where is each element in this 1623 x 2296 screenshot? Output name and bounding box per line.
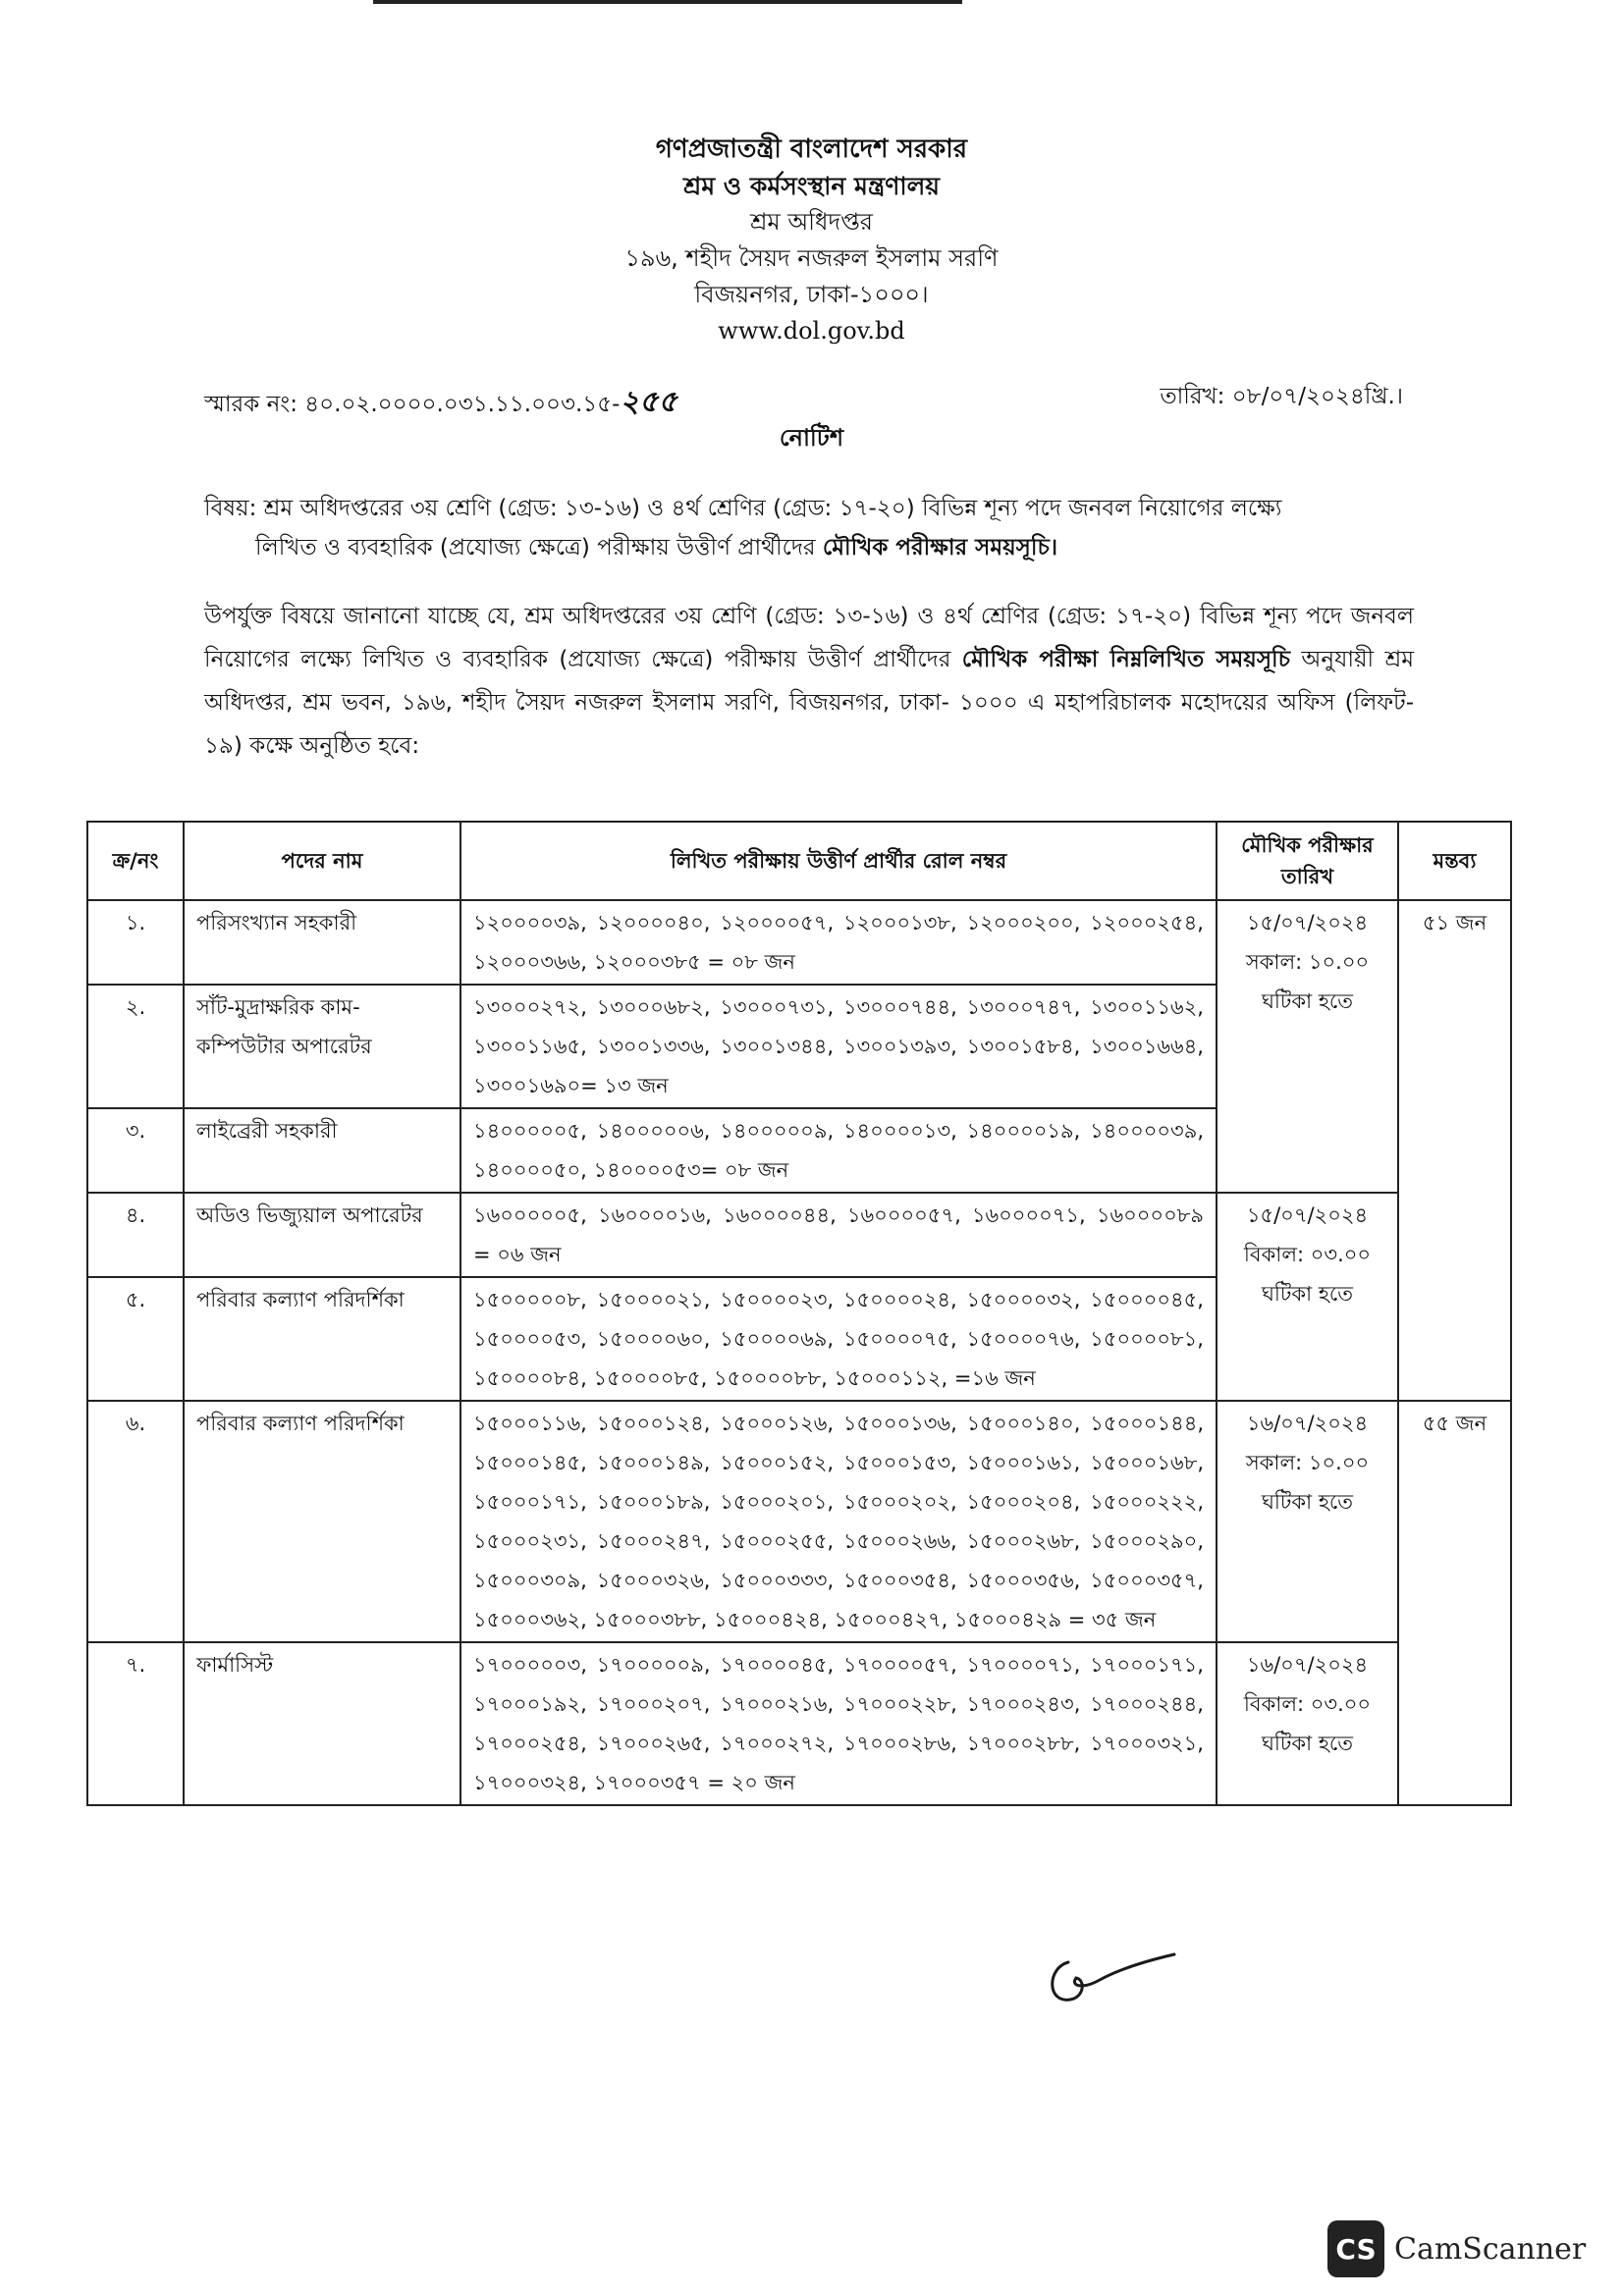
subject-line-2 bbox=[204, 528, 1414, 567]
rolls-cell: ১৩০০০২৭২, ১৩০০০৬৮২, ১৩০০০৭৩১, ১৩০০০৭৪৪, ১৩০০০৭৪৭, ১৩০০১১৬২, ১৩০০১১৬৫, ১৩০০১৩৩৬, ১৩০০১৩৪৪, ১৩০০১৩৯৩, ১৩০০১৫৮৪, ১৩০০১৬৬৪, ১৩০০১৬৯০= ১৩ জন bbox=[460, 985, 1217, 1108]
post-cell: সাঁট-মুদ্রাক্ষরিক কাম-কম্পিউটার অপারেটর bbox=[184, 985, 460, 1108]
header-viva-date: মৌখিক পরীক্ষার তারিখ bbox=[1217, 822, 1398, 900]
rolls-cell: ১৬০০০০০৫, ১৬০০০০১৬, ১৬০০০০৪৪, ১৬০০০০৫৭, ১৬০০০০৭১, ১৬০০০০৮৯ = ০৬ জন bbox=[460, 1193, 1217, 1277]
viva-date: ১৫/০৭/২০২৪ bbox=[1246, 1203, 1369, 1227]
post-cell: লাইব্রেরী সহকারী bbox=[184, 1108, 460, 1193]
schedule-table bbox=[86, 821, 1512, 1806]
notice-title: নোটিশ bbox=[779, 424, 844, 452]
rolls-cell: ১৪০০০০০৫, ১৪০০০০০৬, ১৪০০০০০৯, ১৪০০০০১৩, ১৪০০০০১৯, ১৪০০০০৩৯, ১৪০০০০৫০, ১৪০০০০৫৩= ০৮ জন bbox=[460, 1108, 1217, 1193]
post-cell: পরিবার কল্যাণ পরিদর্শিকা bbox=[184, 1401, 460, 1642]
website-url: www.dol.gov.bd bbox=[718, 317, 905, 345]
subject-block bbox=[204, 489, 1414, 567]
memo-handwritten-number: ২৫৫ bbox=[620, 385, 677, 419]
viva-date-cell bbox=[1217, 900, 1398, 1193]
serial-cell: ৭. bbox=[87, 1642, 184, 1805]
address-line-1: ১৯৬, শহীদ সৈয়দ নজরুল ইসলাম সরণি bbox=[624, 244, 999, 272]
table-header-row bbox=[87, 822, 1511, 900]
body-part-2: অনুযায়ী শ্রম অধিদপ্তর, শ্রম ভবন, ১৯৬, শহীদ সৈয়দ নজরুল ইসলাম সরণি, বিজয়নগর, ঢাকা- ১০০০ এ মহাপরিচালক মহোদয়ের অফিস (লিফট- ১৯) কক্ষে অনুষ্ঠিত হবে: bbox=[204, 647, 1415, 759]
subject-line-1: বিষয়: শ্রম অধিদপ্তরের ৩য় শ্রেণি (গ্রেড: ১৩-১৬) ও ৪র্থ শ্রেণির (গ্রেড: ১৭-২০) বিভিন্ন শূন্য পদে জনবল নিয়োগের লক্ষ্যে bbox=[204, 496, 1282, 521]
serial-cell: ৪. bbox=[87, 1193, 184, 1277]
department-name: শ্রম অধিদপ্তর bbox=[749, 208, 874, 236]
body-bold: মৌখিক পরীক্ষা নিম্নলিখিত সময়সূচি bbox=[961, 647, 1291, 672]
post-cell: অডিও ভিজ্যুয়াল অপারেটর bbox=[184, 1193, 460, 1277]
rolls-cell: ১৫০০০০০৮, ১৫০০০০২১, ১৫০০০০২৩, ১৫০০০০২৪, ১৫০০০০৩২, ১৫০০০০৪৫, ১৫০০০০৫৩, ১৫০০০০৬০, ১৫০০০০৬৯, ১৫০০০০৭৫, ১৫০০০০৭৬, ১৫০০০০৮১, ১৫০০০০৮৪, ১৫০০০০৮৫, ১৫০০০০৮৮, ১৫০০০১১২, =১৬ জন bbox=[460, 1277, 1217, 1401]
memo-label: স্মারক নং: ৪০.০২.০০০০.০৩১.১১.০০৩.১৫- bbox=[204, 392, 621, 417]
serial-cell: ৩. bbox=[87, 1108, 184, 1193]
government-name: গণপ্রজাতন্ত্রী বাংলাদেশ সরকার bbox=[655, 134, 968, 164]
scan-edge bbox=[373, 0, 962, 4]
viva-date-cell bbox=[1217, 1401, 1398, 1642]
table-row bbox=[87, 1401, 1511, 1642]
viva-date-cell bbox=[1217, 1642, 1398, 1805]
viva-time: সকাল: ১০.০০ bbox=[1245, 950, 1370, 974]
header-rolls: লিখিত পরীক্ষায় উত্তীর্ণ প্রার্থীর রোল নম্বর bbox=[460, 822, 1217, 900]
remarks-cell: ৫১ জন bbox=[1398, 900, 1511, 1401]
serial-cell: ১. bbox=[87, 900, 184, 985]
notice-body bbox=[204, 595, 1414, 768]
remarks-cell: ৫৫ জন bbox=[1398, 1401, 1511, 1805]
issue-date: তারিখ: ০৮/০৭/২০২৪খ্রি.। bbox=[1160, 384, 1403, 409]
header-serial: ক্র/নং bbox=[87, 822, 184, 900]
ministry-name: শ্রম ও কর্মসংস্থান মন্ত্রণালয় bbox=[683, 172, 940, 200]
body-part-1: উপর্যুক্ত বিষয়ে জানানো যাচ্ছে যে, শ্রম অধিদপ্তরের ৩য় শ্রেণি (গ্রেড: ১৩-১৬) ও ৪র্থ শ্রেণির (গ্রেড: ১৭-২০) বিভিন্ন শূন্য পদে জনবল নিয়োগের লক্ষ্যে লিখিত ও ব্যবহারিক (প্রযোজ্য ক্ষেত্রে) পরীক্ষায় উত্তীর্ণ প্রার্থীদের bbox=[204, 604, 1414, 672]
subject-line-2-text: লিখিত ও ব্যবহারিক (প্রযোজ্য ক্ষেত্রে) পরীক্ষায় উত্তীর্ণ প্রার্থীদের bbox=[255, 535, 823, 561]
viva-date-cell bbox=[1217, 1193, 1398, 1401]
table-row bbox=[87, 1642, 1511, 1805]
viva-time: বিকাল: ০৩.০০ bbox=[1243, 1243, 1372, 1266]
viva-time-suffix: ঘটিকা হতে bbox=[1261, 989, 1354, 1013]
serial-cell: ২. bbox=[87, 985, 184, 1108]
viva-time: সকাল: ১০.০০ bbox=[1245, 1451, 1370, 1474]
viva-time-suffix: ঘটিকা হতে bbox=[1261, 1490, 1354, 1514]
viva-time-suffix: ঘটিকা হতে bbox=[1261, 1732, 1354, 1755]
rolls-cell: ১২০০০০৩৯, ১২০০০০৪০, ১২০০০০৫৭, ১২০০০১৩৮, ১২০০০২০০, ১২০০০২৫৪, ১২০০০৩৬৬, ১২০০০৩৮৫ = ০৮ জন bbox=[460, 900, 1217, 985]
camscanner-logo: CS bbox=[1327, 2220, 1384, 2277]
signature-mark bbox=[1041, 1939, 1178, 2017]
viva-time-suffix: ঘটিকা হতে bbox=[1261, 1282, 1354, 1306]
viva-date: ১৬/০৭/২০২৪ bbox=[1246, 1412, 1369, 1435]
serial-cell: ৬. bbox=[87, 1401, 184, 1642]
serial-cell: ৫. bbox=[87, 1277, 184, 1401]
table-row bbox=[87, 900, 1511, 985]
letterhead bbox=[0, 132, 1623, 349]
subject-line-2-bold: মৌখিক পরীক্ষার সময়সূচি। bbox=[822, 535, 1058, 561]
header-remarks: মন্তব্য bbox=[1398, 822, 1511, 900]
post-cell: পরিবার কল্যাণ পরিদর্শিকা bbox=[184, 1277, 460, 1401]
address-line-2: বিজয়নগর, ঢাকা-১০০০। bbox=[694, 281, 929, 308]
header-post: পদের নাম bbox=[184, 822, 460, 900]
camscanner-name: CamScanner bbox=[1394, 2231, 1587, 2267]
post-cell: ফার্মাসিস্ট bbox=[184, 1642, 460, 1805]
camscanner-watermark bbox=[1327, 2220, 1586, 2277]
rolls-cell: ১৫০০০১১৬, ১৫০০০১২৪, ১৫০০০১২৬, ১৫০০০১৩৬, ১৫০০০১৪০, ১৫০০০১৪৪, ১৫০০০১৪৫, ১৫০০০১৪৯, ১৫০০০১৫২, ১৫০০০১৫৩, ১৫০০০১৬১, ১৫০০০১৬৮, ১৫০০০১৭১, ১৫০০০১৮৯, ১৫০০০২০১, ১৫০০০২০২, ১৫০০০২০৪, ১৫০০০২২২, ১৫০০০২৩১, ১৫০০০২৪৭, ১৫০০০২৫৫, ১৫০০০২৬৬, ১৫০০০২৬৮, ১৫০০০২৯০, ১৫০০০৩০৯, ১৫০০০৩২৬, ১৫০০০৩৩৩, ১৫০০০৩৫৪, ১৫০০০৩৫৬, ১৫০০০৩৫৭, ১৫০০০৩৬২, ১৫০০০৩৮৮, ১৫০০০৪২৪, ১৫০০০৪২৭, ১৫০০০৪২৯ = ৩৫ জন bbox=[460, 1401, 1217, 1642]
viva-time: বিকাল: ০৩.০০ bbox=[1243, 1692, 1372, 1716]
rolls-cell: ১৭০০০০০৩, ১৭০০০০০৯, ১৭০০০০৪৫, ১৭০০০০৫৭, ১৭০০০০৭১, ১৭০০০১৭১, ১৭০০০১৯২, ১৭০০০২০৭, ১৭০০০২১৬, ১৭০০০২২৮, ১৭০০০২৪৩, ১৭০০০২৪৪, ১৭০০০২৫৪, ১৭০০০২৬৫, ১৭০০০২৭২, ১৭০০০২৮৬, ১৭০০০২৮৮, ১৭০০০৩২১, ১৭০০০৩২৪, ১৭০০০৩৫৭ = ২০ জন bbox=[460, 1642, 1217, 1805]
viva-date: ১৫/০৭/২০২৪ bbox=[1246, 911, 1369, 934]
viva-date: ১৬/০৭/২০২৪ bbox=[1246, 1653, 1369, 1677]
post-cell: পরিসংখ্যান সহকারী bbox=[184, 900, 460, 985]
table-row bbox=[87, 1193, 1511, 1277]
